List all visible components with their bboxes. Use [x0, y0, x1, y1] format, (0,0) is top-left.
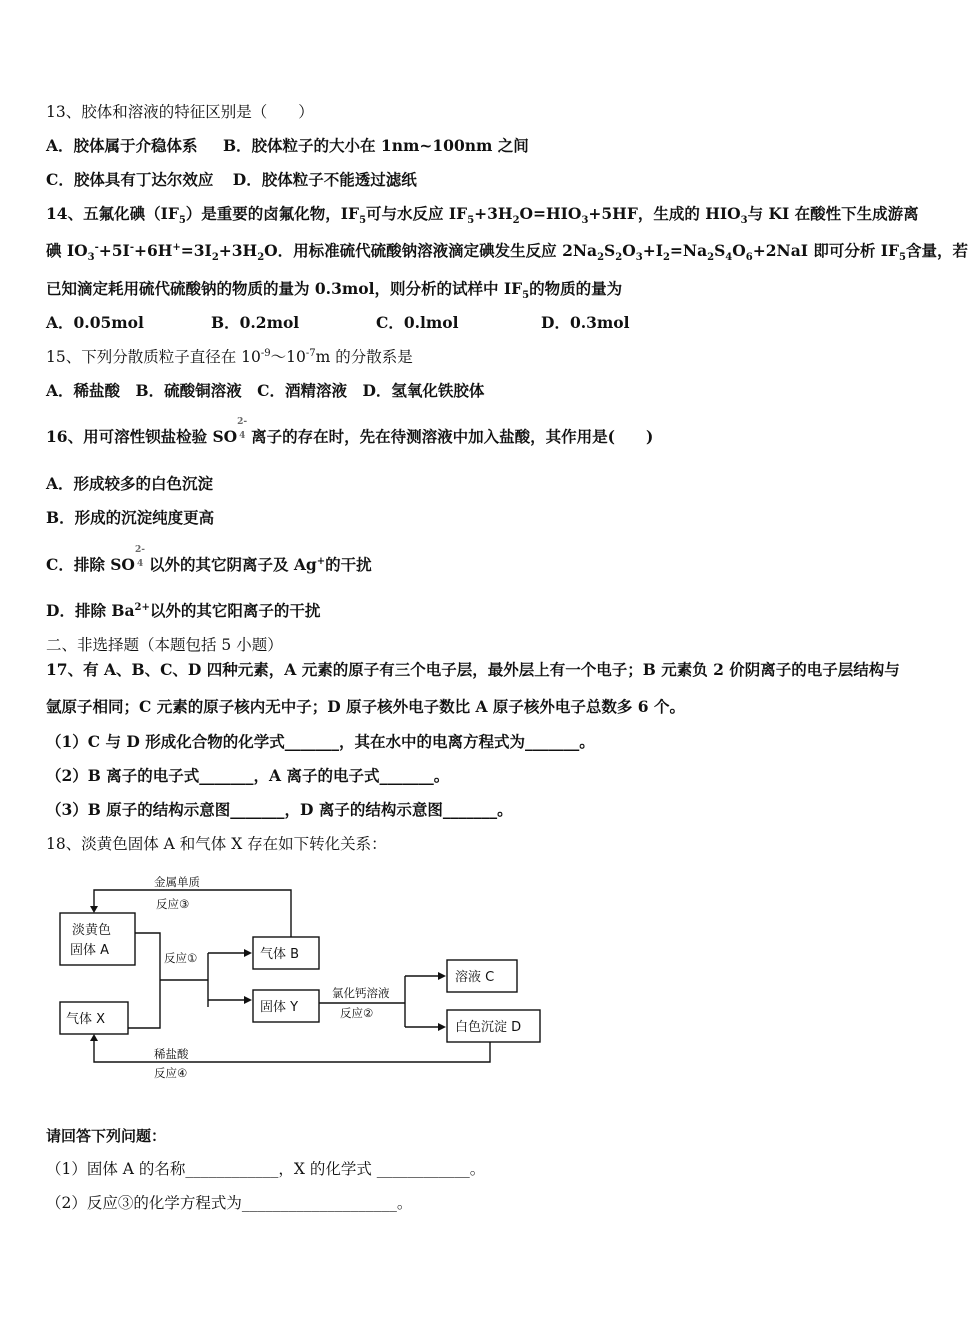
q15-stem: 15、下列分散质粒子直径在 $10^{-9}\sim 10^{-7}m$ 的分散系是 [46, 347, 413, 366]
q13-stem: 13、胶体和溶液的特征区别是（ ） [46, 103, 314, 121]
box-a-line1: 淡黄色 [72, 923, 112, 938]
q17-part3: （3）B 原子的结构示意图_______，D 离子的结构示意图_______。 [46, 800, 513, 819]
box-y-label: 固体 Y [260, 1000, 299, 1015]
q14-option-a[interactable]: A．0.05mol [46, 313, 144, 332]
q13-option-d[interactable]: D．胶体粒子不能透过滤纸 [232, 170, 417, 189]
box-x-label: 气体 X [66, 1012, 106, 1027]
q14-options [46, 313, 630, 333]
sulfate-charge: 2- 4 [134, 545, 145, 569]
q17-stem-line2: 氩原子相同；C 元素的原子核内无中子；D 原子核外电子数比 A 原子核外电子总数多 6 个。 [46, 697, 685, 716]
reaction-2-label: 反应② [340, 1006, 374, 1020]
q14-stem-line1: 14、五氟化碘$(IF_5)$是重要的卤氟化物，$IF_5$可与水反应 $IF_5+3H_2O=HIO_3+5HF$，生成的 $HIO_3$与 KI 在酸性下生成游离 [46, 204, 919, 227]
q16-option-c[interactable]: C．排除 SO 2- 4 以外的其它阴离子及 Ag+的干扰 [46, 545, 372, 574]
reaction-4-label: 反应④ [154, 1066, 188, 1080]
q17-part1: （1）C 与 D 形成化合物的化学式_______，其在水中的电离方程式为_______。 [46, 732, 595, 751]
box-d-label: 白色沉淀 D [455, 1020, 522, 1035]
box-b-label: 气体 B [260, 947, 300, 962]
q18-part2: （2）反应③的化学方程式为____________________。 [46, 1194, 413, 1212]
q16-option-d[interactable]: D．排除 $Ba^{2+}$以外的其它阳离子的干扰 [46, 601, 321, 620]
sulfate-charge: 2- 4 [237, 417, 248, 441]
box-a-line2: 固体 A [70, 943, 110, 958]
q14-stem-line3: 已知滴定耗用硫代硫酸钠的物质的量为 0.3mol，则分析的试样中 $IF_5$的物质的量为 [46, 279, 623, 302]
mid-reagent-label: 氯化钙溶液 [332, 986, 390, 1000]
q18-part1: （1）固体 A 的名称____________，X 的化学式 ____________。 [46, 1160, 486, 1178]
q16-option-a[interactable]: A．形成较多的白色沉淀 [46, 474, 214, 493]
q13-option-c[interactable]: C．胶体具有丁达尔效应 [46, 170, 214, 189]
q14-option-b[interactable]: B．0.2mol [211, 313, 300, 332]
reaction-flow-diagram [50, 870, 550, 1085]
q17-part2: （2）B 离子的电子式_______，A 离子的电子式_______。 [46, 766, 450, 785]
q13-option-b[interactable]: B．胶体粒子的大小在 1nm~100nm 之间 [222, 136, 529, 155]
q16-stem: 16、用可溶性钡盐检验 SO 2- 4 离子的存在时，先在待测溶液中加入盐酸，其作用是( ) [46, 417, 654, 446]
q13-options-row2 [46, 170, 417, 190]
bottom-reagent-label: 稀盐酸 [154, 1047, 189, 1061]
q17-stem-line1: 17、有 A、B、C、D 四种元素，A 元素的原子有三个电子层，最外层上有一个电子；B 元素负 2 价阴离子的电子层结构与 [46, 660, 900, 679]
q13-options-row1 [46, 136, 529, 156]
q14-option-d[interactable]: D．0.3mol [541, 313, 630, 332]
top-reagent-label: 金属单质 [154, 875, 200, 889]
section-heading: 二、非选择题（本题包括 5 小题） [46, 636, 283, 654]
q13-option-a[interactable]: A．胶体属于介稳体系 [46, 136, 198, 155]
reaction-1-label: 反应① [164, 951, 198, 965]
q16-option-b[interactable]: B．形成的沉淀纯度更高 [46, 508, 215, 527]
q15-options[interactable]: A．稀盐酸 B．硫酸铜溶液 C．酒精溶液 D．氢氧化铁胶体 [46, 381, 485, 400]
q18-prompt: 请回答下列问题： [46, 1127, 167, 1145]
q14-stem-line2: 碘 $IO_3^-+5I^-+6H^+=3I_2+3H_2O$．用标准硫代硫酸钠溶液滴定碘发生反应 $2Na_2S_2O_3+I_2=Na_2S_4O_6+2NaI$ 即可分析 $IF_5$含量，若 [46, 241, 968, 264]
q14-option-c[interactable]: C．0.lmol [376, 313, 459, 332]
box-c-label: 溶液 C [455, 970, 495, 985]
q18-stem: 18、淡黄色固体 A 和气体 X 存在如下转化关系： [46, 835, 387, 853]
reaction-3-label: 反应③ [156, 897, 190, 911]
